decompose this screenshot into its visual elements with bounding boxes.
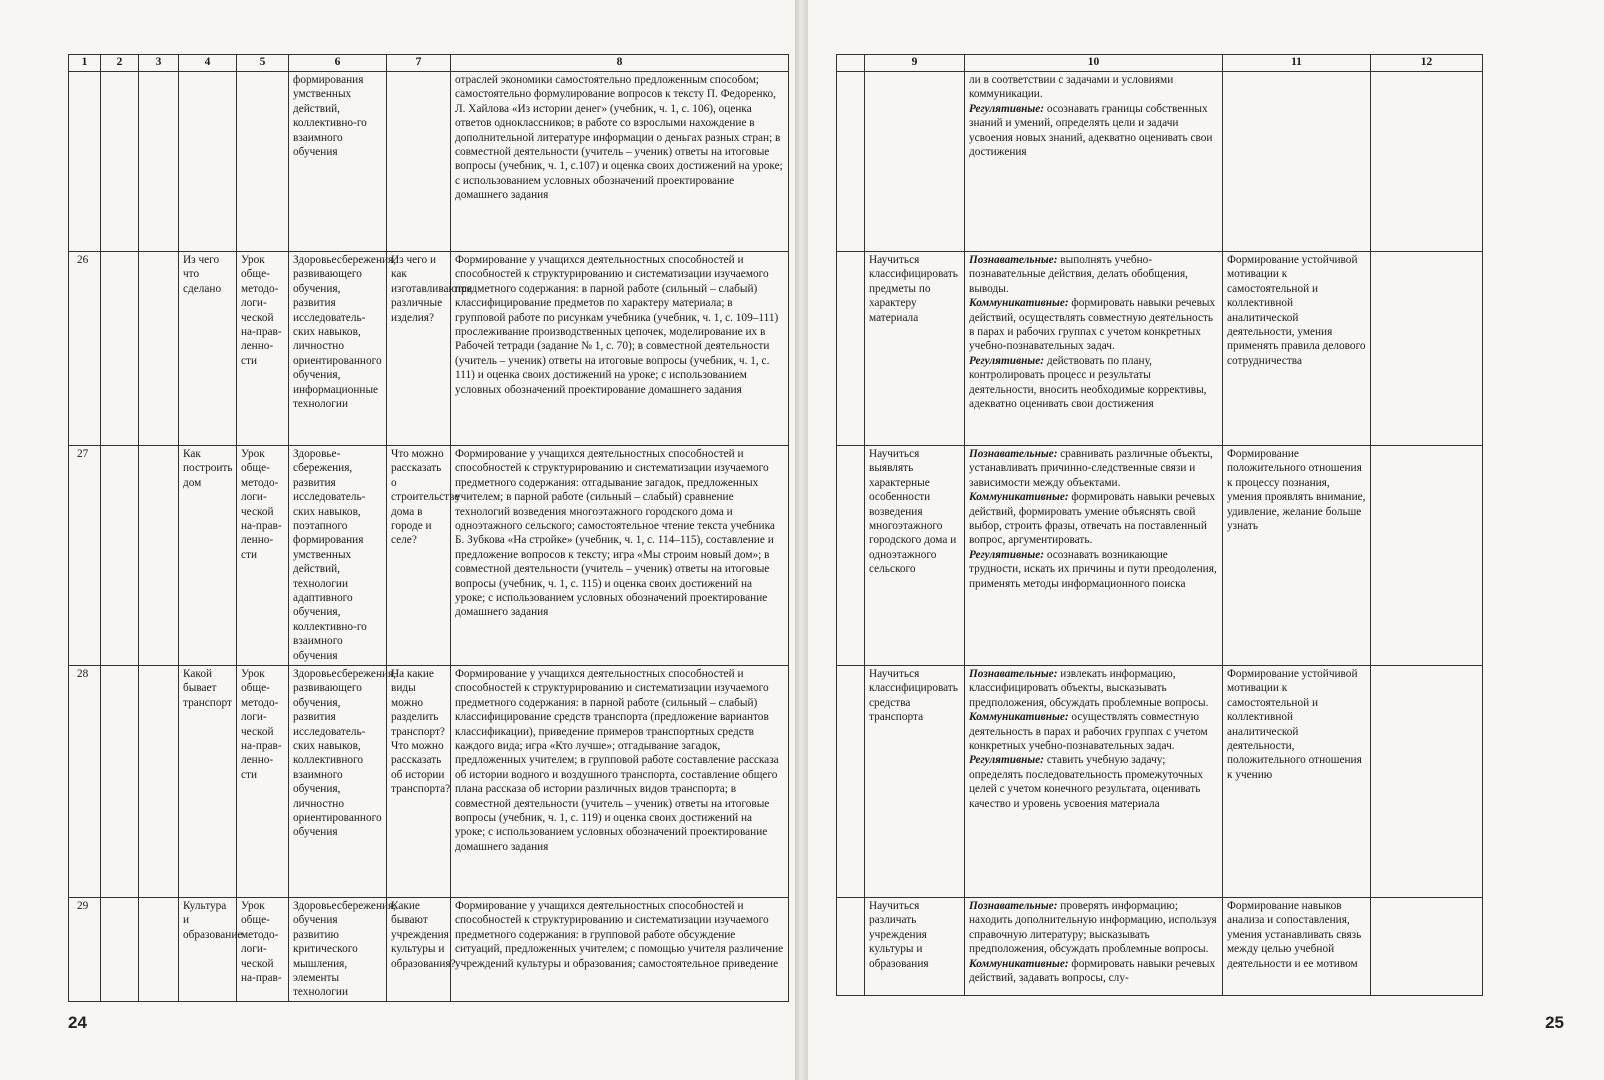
- blank-cell: [837, 72, 865, 252]
- outcome-label: Коммуникативные:: [969, 491, 1069, 504]
- col-header: 6: [289, 55, 387, 72]
- col-header: 8: [451, 55, 789, 72]
- table-row: [837, 666, 1483, 898]
- subject-outcome: [865, 72, 965, 252]
- problem-question: На какие виды можно разделить транспорт? Что можно рассказать об истории транспорта?: [387, 666, 451, 898]
- col-header: 10: [965, 55, 1223, 72]
- page-number: 24: [68, 1013, 87, 1032]
- outcome-label: Коммуникативные:: [969, 297, 1069, 310]
- meta-outcomes: [965, 666, 1223, 898]
- technologies: Здоровьесбережения, развивающего обучения, развития исследователь-ских навыков, коллективного взаимного обучения, личностно ориентированного обучения: [289, 666, 387, 898]
- activity-description: Формирование у учащихся деятельностных способностей и способностей к структурированию и систематизации изучаемого предметного содержания: в групповой работе обсуждение ситуаций, предложенных учителем; с помощью учителя различение учреждений культуры и образования; самостоятельное приведение: [451, 898, 789, 1002]
- outcome-label: Регулятивные:: [969, 548, 1045, 561]
- outcome-line: [969, 102, 1218, 160]
- col-header: 9: [865, 55, 965, 72]
- meta-outcomes: [965, 252, 1223, 446]
- outcome-line: [969, 753, 1218, 811]
- problem-question: [387, 72, 451, 252]
- activity-description: Формирование у учащихся деятельностных способностей и способностей к структурированию и систематизации изучаемого предметного содержания: отгадывание загадок, предложенных учителем; в парной работе (сильный – слабый) сравнение технологий возведения многоэтажного городского дома и одноэтажного сельского; самостоятельное чтение текста учебника Б. Зубкова «На стройке» (учебник, ч. 1, с. 114–115), составление и предложение вопросов к тексту; игра «Мы строим новый дом»; в совместной деятельности (учитель – ученик) ответы на итоговые вопросы (учебник, ч. 1, с. 115) и оценка своих достижений на уроке; с использованием условных обозначений проектирование домашнего задания: [451, 446, 789, 666]
- lesson-type: [237, 72, 289, 252]
- outcome-label: Познавательные:: [969, 900, 1058, 912]
- col-header: 7: [387, 55, 451, 72]
- outcome-label: Познавательные:: [969, 448, 1058, 460]
- date-actual: [139, 446, 179, 666]
- table-row: [837, 72, 1483, 252]
- table-row: [69, 72, 789, 252]
- lesson-topic: Культура и образование: [179, 898, 237, 1002]
- outcome-text: действовать по плану, контролировать процесс и результаты деятельности, вносить необходимые коррективы, адекватно оценивать свои достижения: [969, 354, 1207, 411]
- date-planned: [101, 898, 139, 1002]
- subject-outcome: Научиться различать учреждения культуры и образования: [865, 898, 965, 996]
- notes-cell: [1371, 898, 1483, 996]
- blank-cell: [837, 252, 865, 446]
- outcome-text: формировать навыки речевых действий, задавать вопросы, слу-: [969, 957, 1216, 985]
- outcome-text: осознавать возникающие трудности, искать их причины и пути преодоления, применять методы информационного поиска: [969, 548, 1217, 590]
- problem-question: Что можно рассказать о строительстве дома в городе и селе?: [387, 446, 451, 666]
- left-table: [68, 54, 789, 1002]
- meta-outcomes: [965, 898, 1223, 996]
- outcome-label: Регулятивные:: [969, 754, 1045, 767]
- lesson-topic: Как построить дом: [179, 446, 237, 666]
- blank-cell: [837, 446, 865, 666]
- lesson-number: 26: [69, 252, 101, 446]
- outcome-line: [969, 296, 1218, 354]
- problem-question: Какие бывают учреждения культуры и образования?: [387, 898, 451, 1002]
- outcome-label: Познавательные:: [969, 254, 1058, 266]
- meta-outcomes: [965, 446, 1223, 666]
- col-header-blank: [837, 55, 865, 72]
- outcome-text: осознавать границы собственных знаний и умений, определять цели и задачи усвоения новых знаний, адекватно оценивать свои достижения: [969, 102, 1213, 159]
- col-header: 3: [139, 55, 179, 72]
- outcome-line: [969, 957, 1218, 986]
- table-row: [837, 446, 1483, 666]
- personal-outcome: Формирование устойчивой мотивации к самостоятельной и коллективной аналитической деятельности, положительного отношения к учению: [1223, 666, 1371, 898]
- activity-description: Формирование у учащихся деятельностных способностей и способностей к структурированию и систематизации изучаемого предметного содержания: в парной работе (сильный – слабый) классифицирование средств транспорта (предложение вариантов классификации), приведение примеров транспортных средств каждого вида; игра «Кто лучше»; отгадывание загадок, предложенных учителем; в групповой работе составление рассказа об истории водного и воздушного транспорта, составление общего плана рассказа об истории различных видов транспорта; в совместной деятельности (учитель – ученик) ответы на итоговые вопросы (учебник, ч. 1, с. 119) и оценка своих достижений на уроке; с использованием условных обозначений проектирование домашнего задания: [451, 666, 789, 898]
- subject-outcome: Научиться классифицировать средства транспорта: [865, 666, 965, 898]
- notes-cell: [1371, 252, 1483, 446]
- right-header-row: [837, 55, 1483, 72]
- outcome-text: извлекать информацию, классифицировать объекты, высказывать предположения, обсуждать проблемные вопросы.: [969, 668, 1209, 709]
- outcome-line: [969, 490, 1218, 548]
- date-actual: [139, 666, 179, 898]
- date-planned: [101, 666, 139, 898]
- personal-outcome: Формирование положительного отношения к процессу познания, умения проявлять внимание, удивление, желание больше узнать: [1223, 446, 1371, 666]
- subject-outcome: Научиться классифицировать предметы по характеру материала: [865, 252, 965, 446]
- technologies: Здоровьесбережения, развивающего обучения, развития исследователь-ских навыков, личностно ориентированного обучения, информационные технологии: [289, 252, 387, 446]
- lesson-type: Урок обще-методо-логи-ческой на-прав-: [237, 898, 289, 1002]
- right-page: [808, 0, 1604, 1080]
- outcome-text: ставить учебную задачу; определять последовательность промежуточных целей с учетом конечного результата, оценивать качество и уровень усвоения материала: [969, 754, 1204, 810]
- date-planned: [101, 252, 139, 446]
- outcome-label: Регулятивные:: [969, 102, 1045, 115]
- lesson-type: Урок обще-методо-логи-ческой на-прав-ленно-сти: [237, 252, 289, 446]
- table-row: [69, 252, 789, 446]
- col-header: 4: [179, 55, 237, 72]
- personal-outcome: Формирование устойчивой мотивации к самостоятельной и коллективной аналитической деятельности, умения применять правила делового сотрудничества: [1223, 252, 1371, 446]
- outcome-line: [969, 548, 1218, 591]
- outcome-text: формировать навыки речевых действий, формировать умение объяснять свой выбор, строить фразы, отвечать на поставленный вопрос, аргументировать.: [969, 491, 1216, 547]
- outcome-line: [969, 354, 1218, 412]
- col-header: 1: [69, 55, 101, 72]
- date-actual: [139, 72, 179, 252]
- activity-description: отраслей экономики самостоятельно предложенным способом; самостоятельно формулирование вопросов к тексту П. Федоренко, Л. Хайлова «Из истории денег» (учебник, ч. 1, с. 106), оценка ответов одноклассников; в работе со взрослыми нахождение в дополнительной литературе информации о деньгах разных стран; в совместной деятельности (учитель – ученик) ответы на итоговые вопросы (учебник, ч. 1, с.107) и оценка своих достижений на уроке; с использованием условных обозначений проектирование домашнего задания: [451, 72, 789, 252]
- personal-outcome: Формирование навыков анализа и сопоставления, умения устанавливать связь между целью учебной деятельности и ее мотивом: [1223, 898, 1371, 996]
- outcome-text: выполнять учебно-познавательные действия, делать обобщения, выводы.: [969, 254, 1188, 295]
- outcome-label: Коммуникативные:: [969, 711, 1069, 724]
- outcome-text: осуществлять совместную деятельность в парах и рабочих группах с учетом конкретных учебно-познавательных задач.: [969, 711, 1208, 753]
- lesson-number: 29: [69, 898, 101, 1002]
- lesson-number: [69, 72, 101, 252]
- outcome-line: [969, 253, 1218, 296]
- activity-description: Формирование у учащихся деятельностных способностей и способностей к структурированию и систематизации изучаемого предметного содержания: в парной работе (сильный – слабый) классифицирование предметов по характеру материала; в групповой работе по рисункам учебника (учебник, ч. 1, с. 109–111) прослеживание производственных цепочек, моделирование их в Рабочей тетради (задание № 1, с. 70); в совместной деятельности (учитель – ученик) ответы на итоговые вопросы (учебник, ч. 1, с. 111) и оценка своих достижений на уроке; с использованием условных обозначений проектирование домашнего задания: [451, 252, 789, 446]
- notes-cell: [1371, 446, 1483, 666]
- outcome-text: проверять информацию; находить дополнительную информацию, используя справочную литературу; высказывать предположения, обсуждать проблемные вопросы.: [969, 900, 1217, 956]
- notes-cell: [1371, 72, 1483, 252]
- technologies: Здоровьесбережения, обучения развитию критического мышления, элементы технологии: [289, 898, 387, 1002]
- left-page: [0, 0, 795, 1080]
- outcome-label: Регулятивные:: [969, 354, 1045, 367]
- page-number: 25: [1545, 1013, 1564, 1032]
- left-header-row: [69, 55, 789, 72]
- technologies: Здоровье-сбережения, развития исследователь-ских навыков, поэтапного формирования умственных действий, технологии адаптивного обучения, коллективно-го взаимного обучения: [289, 446, 387, 666]
- right-table: [836, 54, 1483, 996]
- col-header: 2: [101, 55, 139, 72]
- blank-cell: [837, 898, 865, 996]
- subject-outcome: Научиться выявлять характерные особенности возведения многоэтажного городского дома и одноэтажного сельского: [865, 446, 965, 666]
- col-header: 5: [237, 55, 289, 72]
- outcome-line: [969, 667, 1218, 710]
- outcome-line: [969, 899, 1218, 957]
- date-planned: [101, 72, 139, 252]
- outcome-label: Познавательные:: [969, 668, 1058, 680]
- table-row: [837, 898, 1483, 996]
- date-planned: [101, 446, 139, 666]
- date-actual: [139, 252, 179, 446]
- problem-question: Из чего и как изготавливаются различные изделия?: [387, 252, 451, 446]
- outcome-text: ли в соответствии с задачами и условиями коммуникации.: [969, 74, 1174, 101]
- table-row: [69, 898, 789, 1002]
- technologies: формирования умственных действий, коллективно-го взаимного обучения: [289, 72, 387, 252]
- notes-cell: [1371, 666, 1483, 898]
- col-header: 12: [1371, 55, 1483, 72]
- table-row: [69, 446, 789, 666]
- date-actual: [139, 898, 179, 1002]
- outcome-line: [969, 710, 1218, 753]
- table-row: [69, 666, 789, 898]
- lesson-number: 27: [69, 446, 101, 666]
- lesson-topic: Из чего что сделано: [179, 252, 237, 446]
- table-row: [837, 252, 1483, 446]
- lesson-type: Урок обще-методо-логи-ческой на-прав-ленно-сти: [237, 446, 289, 666]
- outcome-label: Коммуникативные:: [969, 957, 1069, 970]
- personal-outcome: [1223, 72, 1371, 252]
- lesson-topic: [179, 72, 237, 252]
- lesson-number: 28: [69, 666, 101, 898]
- outcome-line: [969, 447, 1218, 490]
- meta-outcomes: [965, 72, 1223, 252]
- outcome-text: формировать навыки речевых действий, осуществлять совместную деятельность в парах и рабочих группах с учетом конкретных учебно-познавательных задач.: [969, 297, 1216, 353]
- book-spine: [795, 0, 808, 1080]
- lesson-topic: Какой бывает транспорт: [179, 666, 237, 898]
- blank-cell: [837, 666, 865, 898]
- outcome-text: сравнивать различные объекты, устанавливать причинно-следственные связи и зависимости между объектами.: [969, 448, 1213, 489]
- col-header: 11: [1223, 55, 1371, 72]
- outcome-line: [969, 73, 1218, 102]
- lesson-type: Урок обще-методо-логи-ческой на-прав-ленно-сти: [237, 666, 289, 898]
